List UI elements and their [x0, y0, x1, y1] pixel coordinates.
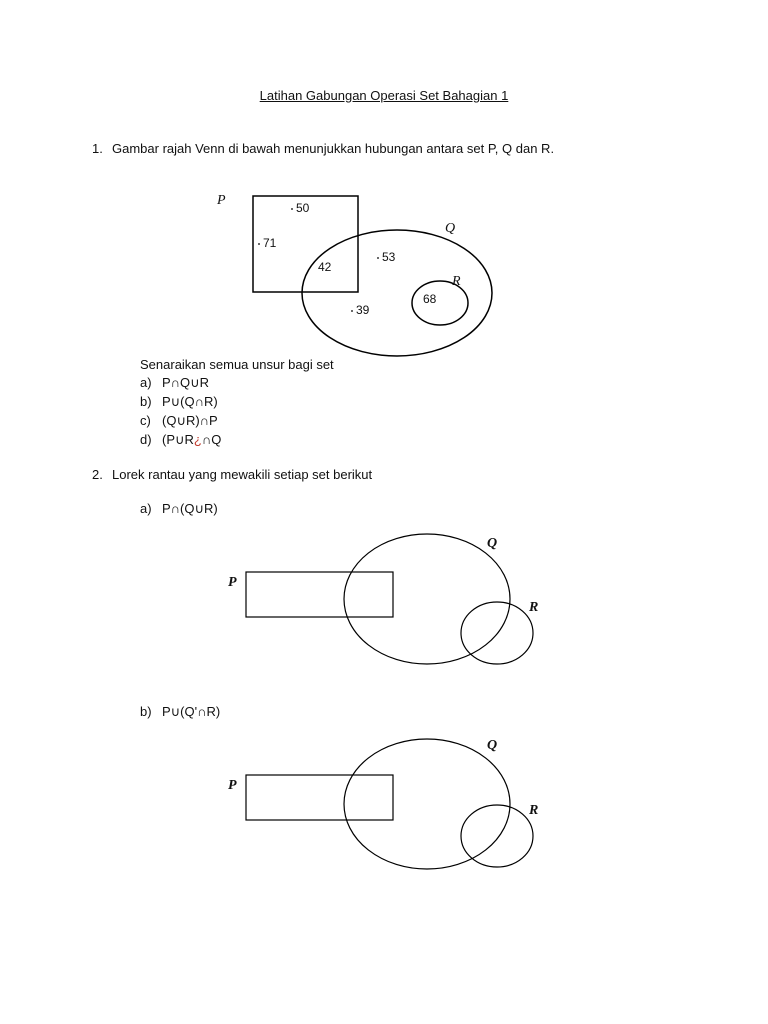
q2b-label-q: Q	[487, 738, 498, 753]
dot-50	[291, 208, 293, 210]
q1-element: 42	[318, 260, 332, 274]
q2-part-letter: a)	[140, 501, 152, 516]
q2a-set-q-ellipse	[344, 534, 510, 664]
q1-text: Gambar rajah Venn di bawah menunjukkan hubungan antara set P, Q dan R.	[112, 141, 555, 156]
q1-part-letter: d)	[140, 432, 152, 447]
dot-39	[351, 310, 353, 312]
q1-instruction: Senaraikan semua unsur bagi set	[140, 357, 334, 372]
q1-label-r: R	[452, 274, 461, 289]
q2-text: Lorek rantau yang mewakili setiap set berikut	[112, 467, 373, 482]
q2a-label-q: Q	[487, 536, 498, 551]
q1-label-q: Q	[445, 221, 456, 236]
dot-53	[377, 257, 379, 259]
q2a-set-p-rect	[246, 572, 393, 617]
q1-element: 71	[263, 236, 277, 250]
q2b-set-p-rect	[246, 775, 393, 820]
q2-part-expr: P∩(Q∪R)	[162, 501, 218, 516]
q2-part-expr: P∪(Q'∩R)	[162, 704, 221, 719]
q2b-set-q-ellipse	[344, 739, 510, 869]
q2b-label-p: P	[228, 778, 237, 793]
q1-element: 53	[382, 250, 396, 264]
q2b-label-r: R	[529, 803, 539, 818]
q1-part-expr: P∪(Q∩R)	[162, 394, 218, 409]
q1-part-expr: (P∪R¿∩Q	[162, 432, 222, 447]
q1-label-p: P	[217, 193, 226, 208]
q1-part-expr: (Q∪R)∩P	[162, 413, 218, 428]
q1-element: 50	[296, 201, 310, 215]
q1-part-letter: b)	[140, 394, 152, 409]
q1-part-letter: c)	[140, 413, 151, 428]
q1-element: 39	[356, 303, 370, 317]
q1-set-q-ellipse	[302, 230, 492, 356]
q1-part-expr: P∩Q∪R	[162, 375, 210, 390]
q1-number: 1.	[92, 141, 103, 156]
q2-number: 2.	[92, 467, 103, 482]
dot-71	[258, 243, 260, 245]
q2a-label-r: R	[529, 600, 539, 615]
q2a-label-p: P	[228, 575, 237, 590]
q1-element: 68	[423, 292, 437, 306]
q2-part-letter: b)	[140, 704, 152, 719]
q1-part-letter: a)	[140, 375, 152, 390]
q2b-set-r-ellipse	[461, 805, 533, 867]
page-title: Latihan Gabungan Operasi Set Bahagian 1	[259, 88, 509, 103]
